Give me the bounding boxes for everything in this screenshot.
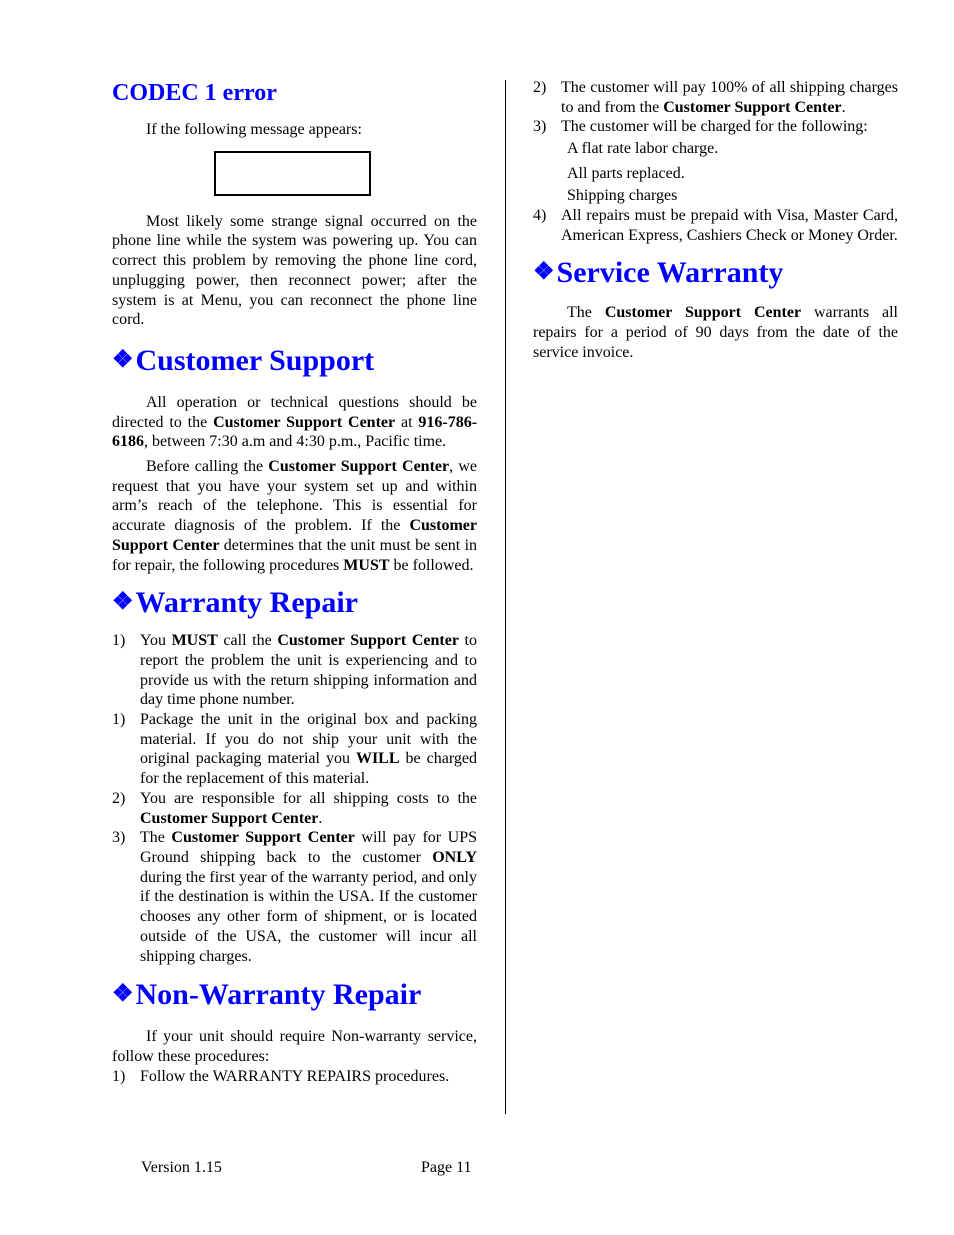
service-warranty-paragraph [533, 303, 898, 362]
text-bold: Customer Support Center [604, 304, 802, 322]
list-item [112, 631, 477, 710]
service-warranty-heading [533, 255, 898, 293]
list-number: 1) [112, 632, 126, 650]
text-bold: ONLY [432, 848, 477, 866]
text-bold: Customer Support Center [663, 98, 842, 116]
list-text [140, 828, 477, 966]
list-number: 4) [533, 206, 547, 224]
codec-paragraph: Most likely some strange signal occurred on the phone line while the system was powering up. You can correct this problem by removing the phone line cord, unplugging power, then reconnect power; after the system is at Menu, you can reconnect the phone line cord. [112, 212, 477, 329]
warranty-repair-title: Warranty Repair [135, 586, 358, 620]
text: , we request that you have your system set up and within arm’s reach of the telephone. This is essential for accurate diagnosis of the problem. If the [112, 458, 477, 535]
list-text [140, 631, 477, 710]
list-number: 2) [112, 789, 126, 807]
charge-item: A flat rate labor charge. [567, 140, 719, 158]
list-number: 3) [112, 829, 126, 847]
diamond-bullet-icon: ❖ [112, 981, 134, 1008]
service-warranty-title: Service Warranty [556, 256, 784, 290]
list-item [112, 1067, 477, 1087]
list-number: 1) [112, 711, 126, 729]
footer-page-number: Page 11 [421, 1159, 472, 1176]
text: The [140, 829, 172, 847]
text: You [140, 632, 172, 650]
text: be followed. [389, 556, 474, 574]
warranty-repair-heading [112, 585, 477, 623]
support-paragraph-2 [112, 457, 477, 575]
diamond-bullet-icon: ❖ [112, 589, 134, 616]
list-item [533, 206, 898, 245]
text-bold: Customer Support Center [112, 517, 477, 554]
text: be charged for the replacement of this material. [140, 750, 477, 788]
text-bold: MUST [171, 632, 218, 650]
list-text: The customer will be charged for the following: [561, 118, 868, 136]
text: Before calling the [146, 458, 269, 476]
list-item [533, 117, 898, 137]
text-bold: Customer Support Center [277, 632, 459, 650]
footer-version: Version 1.15 [141, 1159, 222, 1176]
support-paragraph-1 [112, 393, 477, 452]
text: All operation or technical questions should be directed to the [112, 393, 477, 431]
non-warranty-paragraph: If your unit should require Non-warranty service, follow these procedures: [112, 1028, 477, 1065]
customer-support-heading [112, 343, 477, 381]
right-column [533, 78, 898, 362]
text: determines that the unit must be sent in for repair, the following procedures [112, 536, 478, 574]
list-item [533, 78, 898, 117]
list-text: All repairs must be prepaid with Visa, Master Card, American Express, Cashiers Check or Money Order. [561, 206, 898, 244]
text-bold: Customer Support Center [213, 413, 396, 431]
column-divider [505, 80, 506, 1114]
non-warranty-repair-heading [112, 977, 477, 1015]
text: The [567, 304, 605, 322]
text: during the first year of the warranty period, and only if the destination is within the USA. If the customer chooses any other form of shipment, or is located outside of the USA, the customer will incur all shipping charges. [140, 868, 477, 965]
list-text [140, 789, 477, 828]
list-number: 2) [533, 79, 547, 96]
charge-item: All parts replaced. [567, 164, 685, 182]
left-column [112, 78, 477, 1086]
text: will pay for UPS Ground shipping back to the customer [140, 829, 478, 866]
text: at [395, 413, 419, 431]
text: warrants all repairs for a period of 90 days from the date of the service invoice. [533, 304, 898, 361]
error-message-box [214, 151, 371, 196]
text: call the [217, 632, 278, 650]
text: You are responsible for all shipping costs to the [140, 789, 477, 807]
codec-error-heading: CODEC 1 error [112, 80, 277, 106]
list-text [561, 78, 898, 117]
list-text [140, 710, 477, 789]
text-bold: Customer Support Center [268, 458, 450, 476]
charge-item: Shipping charges [567, 187, 678, 205]
text-bold: Customer Support Center [171, 829, 355, 847]
text: Package the unit in the original box and packing material. If you do not ship your unit with the original packaging material you [140, 711, 477, 768]
phone-number: 916-786-6186 [112, 413, 478, 451]
list-item [112, 710, 477, 789]
text-bold: MUST [343, 556, 390, 574]
text: , between 7:30 a.m and 4:30 p.m., Pacific time. [144, 433, 447, 451]
list-item [112, 789, 477, 828]
diamond-bullet-icon: ❖ [533, 259, 555, 286]
text: . [841, 98, 846, 116]
list-number: 3) [533, 118, 547, 136]
codec-intro: If the following message appears: [146, 121, 362, 138]
text: . [318, 809, 323, 827]
list-item [112, 828, 477, 966]
text: to report the problem the unit is experiencing and to provide us with the return shipping information and day time phone number. [140, 632, 478, 709]
list-text: Follow the WARRANTY REPAIRS procedures. [140, 1067, 450, 1085]
diamond-bullet-icon: ❖ [112, 346, 134, 373]
text-bold: Customer Support Center [140, 809, 319, 827]
customer-support-title: Customer Support [135, 343, 375, 377]
text: The customer will pay 100% of all shipping charges to and from the [561, 79, 898, 116]
text-bold: WILL [355, 750, 400, 768]
list-number: 1) [112, 1067, 126, 1085]
non-warranty-repair-title: Non-Warranty Repair [135, 978, 422, 1012]
